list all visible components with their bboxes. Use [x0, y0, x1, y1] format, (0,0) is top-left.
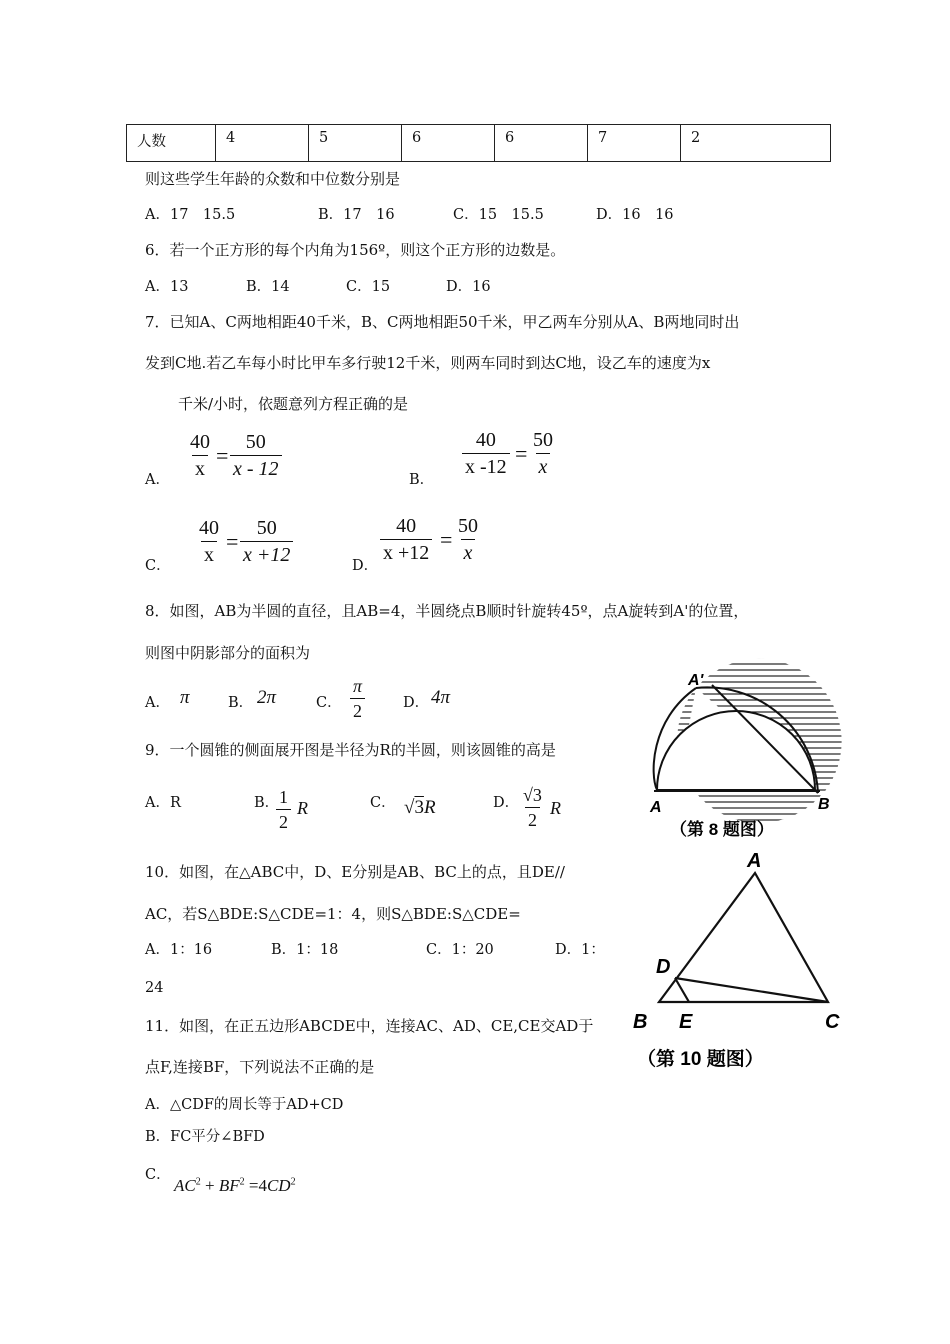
- q8-label-d: D．: [403, 695, 430, 711]
- q7-label-c: C．: [145, 558, 171, 574]
- q8-value-c: [350, 677, 365, 720]
- q8-label-a: A．: [145, 695, 170, 711]
- q11-line1: 11．如图，在正五边形ABCDE中，连接AC、AD、CE,CE交AD于: [145, 1017, 594, 1035]
- q7-line2: 发到C地.若乙车每小时比甲车多行驶12千米，则两车同时到达C地，设乙车的速度为x: [145, 354, 711, 372]
- figure-10-caption: （第 10 题图）: [637, 1049, 764, 1070]
- q9-label-b: B．: [254, 795, 280, 811]
- numerator: 50: [458, 515, 478, 537]
- equals-sign: =: [515, 441, 528, 466]
- denominator: x: [536, 453, 551, 477]
- q7-label-a: A．: [145, 472, 170, 488]
- denominator: x - 12: [230, 455, 282, 479]
- q7d-frac-left: [380, 516, 432, 563]
- term-ac: AC: [174, 1176, 196, 1195]
- q7b-frac-left: [462, 430, 510, 477]
- q7-label-d: D．: [352, 558, 379, 574]
- equals-sign: =: [216, 443, 229, 468]
- q7b-frac-right: [530, 430, 556, 477]
- segment-dc: [675, 978, 828, 1002]
- denominator: x: [192, 455, 208, 479]
- q10-option-d-overflow: 24: [145, 980, 164, 996]
- table-cell: 6: [402, 125, 495, 162]
- q6-option-d: D．16: [446, 279, 491, 295]
- q11-option-a: A．△CDF的周长等于AD+CD: [145, 1097, 344, 1113]
- q9-d-var: R: [550, 798, 561, 818]
- denominator: x -12: [462, 453, 510, 477]
- radicand: 3: [414, 797, 424, 818]
- q10-option-a: A．1：16: [145, 942, 213, 958]
- q9-b-var: R: [297, 798, 308, 818]
- segment-de: [675, 978, 689, 1002]
- table-cell: 4: [216, 125, 309, 162]
- numerator: 40: [199, 517, 219, 539]
- label-e: E: [679, 1011, 693, 1033]
- q8-label-c: C．: [316, 695, 342, 711]
- denominator: x: [201, 541, 217, 565]
- equals-sign: =: [226, 529, 239, 554]
- equals-four: =4: [248, 1176, 267, 1195]
- q5-option-b: B．17 16: [318, 207, 395, 223]
- numerator: π: [353, 676, 363, 696]
- q11-option-c-label: C．: [145, 1167, 171, 1183]
- denominator: x +12: [240, 541, 293, 565]
- table-header-cell: 人数: [127, 125, 216, 162]
- label-b: B: [818, 796, 830, 813]
- numerator: 40: [475, 429, 496, 451]
- denominator: x +12: [380, 539, 432, 563]
- term-bf: BF: [218, 1176, 240, 1195]
- numerator: 50: [245, 431, 266, 453]
- numerator: 50: [533, 429, 553, 451]
- q6-option-c: C．15: [346, 279, 391, 295]
- radical-sign: √: [404, 797, 415, 818]
- q7a-frac-right: [230, 432, 282, 479]
- q8-value-d: 4π: [431, 687, 451, 708]
- label-d: D: [656, 956, 671, 978]
- q6-option-a: A．13: [145, 279, 189, 295]
- table-cell: 6: [495, 125, 588, 162]
- label-a: A: [650, 799, 662, 816]
- q8-value-a: π: [180, 687, 190, 708]
- table-cell: 2: [681, 125, 831, 162]
- q10-option-c: C．1：20: [426, 942, 494, 958]
- q5-stem: 则这些学生年龄的众数和中位数分别是: [145, 170, 401, 188]
- figure-10: [625, 845, 860, 1080]
- q5-option-a: A．17 15.5: [145, 207, 236, 223]
- q10-option-d: D．1：: [555, 942, 605, 958]
- numerator: 40: [396, 515, 417, 537]
- q11-option-b: B．FC平分∠BFD: [145, 1129, 265, 1145]
- q11-line2: 点F,连接BF，下列说法不正确的是: [145, 1058, 375, 1076]
- triangle-abc: [659, 873, 828, 1002]
- exponent: 2: [290, 1176, 296, 1188]
- numerator: 40: [190, 431, 210, 453]
- q9-c-expr: [404, 797, 436, 819]
- q7c-frac-right: [240, 518, 293, 565]
- q6-stem: 6．若一个正方形的每个内角为156º，则这个正方形的边数是。: [145, 241, 566, 259]
- q7a-frac-left: [187, 432, 213, 479]
- plus-sign: +: [204, 1176, 215, 1195]
- denominator: 2: [350, 698, 365, 720]
- q10-line2: AC，若S△BDE:S△CDE=1：4，则S△BDE:S△CDE=: [145, 905, 521, 923]
- numerator: 50: [256, 517, 277, 539]
- denominator: 2: [525, 807, 540, 829]
- term-cd: CD: [266, 1176, 291, 1195]
- figure-8-caption: （第 8 题图）: [670, 820, 774, 839]
- q8-line2: 则图中阴影部分的面积为: [145, 644, 311, 662]
- q9-label-d: D．: [493, 795, 520, 811]
- variable: R: [423, 797, 436, 818]
- age-table: [126, 124, 831, 162]
- exponent: 2: [195, 1176, 201, 1188]
- table-row: [127, 125, 831, 162]
- q9-option-a: A．R: [145, 795, 181, 811]
- q5-option-c: C．15 15.5: [453, 207, 544, 223]
- q7-line3: 千米/小时，依题意列方程正确的是: [178, 395, 409, 413]
- label-a: A: [747, 850, 762, 872]
- q7-line1: 7．已知A、C两地相距40千米，B、C两地相距50千米，甲乙两车分别从A、B两地同时出: [145, 313, 740, 331]
- q8-line1: 8．如图，AB为半圆的直径，且AB=4，半圆绕点B顺时针旋转45º，点A旋转到A'的位置，: [145, 602, 749, 620]
- q10-option-b: B．1：18: [271, 942, 339, 958]
- label-c: C: [825, 1011, 840, 1033]
- q7c-frac-left: [196, 518, 222, 565]
- q8-value-b: 2π: [257, 687, 277, 708]
- q10-line1: 10．如图，在△ABC中，D、E分别是AB、BC上的点，且DE//: [145, 863, 565, 881]
- numerator: 1: [279, 787, 288, 807]
- numerator: √3: [523, 785, 542, 805]
- exponent: 2: [239, 1176, 245, 1188]
- table-cell: 7: [588, 125, 681, 162]
- q7-label-b: B．: [409, 472, 435, 488]
- q9-d-frac: [520, 786, 545, 829]
- table-cell: 5: [309, 125, 402, 162]
- equals-sign: =: [440, 527, 453, 552]
- label-b: B: [633, 1011, 648, 1033]
- denominator: 2: [276, 809, 291, 831]
- q7d-frac-right: [455, 516, 481, 563]
- q9-stem: 9．一个圆锥的侧面展开图是半径为R的半圆，则该圆锥的高是: [145, 741, 556, 759]
- q8-label-b: B．: [228, 695, 254, 711]
- q6-option-b: B．14: [246, 279, 290, 295]
- figure-8: [640, 655, 870, 845]
- denominator: x: [461, 539, 476, 563]
- q5-option-d: D．16 16: [596, 207, 674, 223]
- q9-b-frac: [276, 788, 291, 831]
- label-a-prime: A': [688, 672, 704, 689]
- q9-label-c: C．: [370, 795, 396, 811]
- q11-option-c-expr: [174, 1176, 296, 1196]
